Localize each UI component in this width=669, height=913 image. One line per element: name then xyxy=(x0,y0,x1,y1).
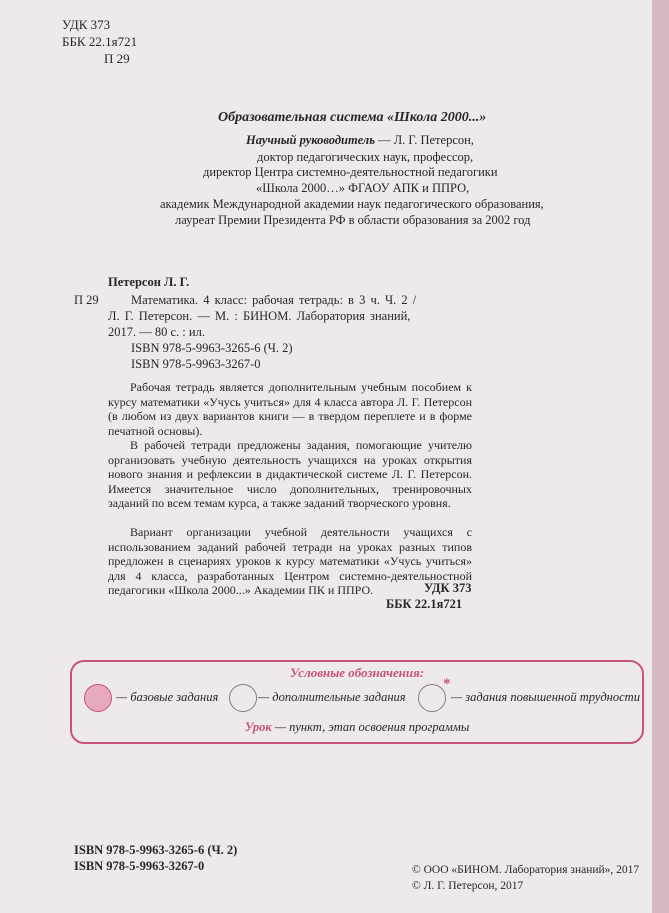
credential-line: директор Центра системно-деятельностной педагогики xyxy=(203,165,498,179)
copyright-author: © Л. Г. Петерсон, 2017 xyxy=(412,880,524,892)
credential-line: лауреат Премии Президента РФ в области образования за 2002 год xyxy=(175,213,531,227)
page-edge xyxy=(652,0,669,913)
copyright-publisher: © ООО «БИНОМ. Лаборатория знаний», 2017 xyxy=(412,864,640,876)
annotation-paragraph xyxy=(108,380,472,438)
series-title: Образовательная система «Школа 2000...» xyxy=(218,110,487,125)
lesson-text: — пункт, этап освоения программы xyxy=(274,720,470,734)
legend-box xyxy=(70,660,644,744)
annotation-paragraph xyxy=(108,525,472,598)
catalog-line: 2017. — 80 с. : ил. xyxy=(108,325,205,339)
annotation-text: В рабочей тетради предложены задания, помогающие учителю организовать учебную деятельность учащихся на уроках открытия нового знания и рефлексии в дидактической системе Л. Г. Петерсон. Имеется значительное число дополнительных, тренировочных заданий по всем темам курса, а также заданий творческого уровня. xyxy=(108,438,472,511)
credential-line: доктор педагогических наук, профессор, xyxy=(257,150,474,164)
legend-basic: — базовые задания xyxy=(116,690,219,704)
author-mark: П 29 xyxy=(104,51,130,66)
supervisor-label: Научный руководитель xyxy=(246,133,375,147)
catalog-line: Л. Г. Петерсон. — М. : БИНОМ. Лаборатория знаний, xyxy=(108,309,411,323)
catalog-isbn: ISBN 978-5-9963-3267-0 xyxy=(131,357,261,371)
annotation-paragraph xyxy=(108,438,472,511)
annotation-text: Рабочая тетрадь является дополнительным учебным пособием к курсу математики «Учусь учиться» для 4 класса автора Л. Г. Петерсон (в любом из двух вариантов книги — в твердом переплете и в форме печатной основы). xyxy=(108,380,472,438)
lesson-word: Урок xyxy=(244,720,272,734)
footer-isbn: ISBN 978-5-9963-3267-0 xyxy=(74,859,205,873)
legend-extra: — дополнительные задания xyxy=(258,690,406,704)
footer-isbn: ISBN 978-5-9963-3265-6 (Ч. 2) xyxy=(74,843,238,857)
supervisor-name: — Л. Г. Петерсон, xyxy=(378,133,474,147)
credential-line: академик Международной академии наук педагогического образования, xyxy=(160,197,544,211)
credential-line: «Школа 2000…» ФГАОУ АПК и ППРО, xyxy=(256,181,470,195)
legend-title: Условные обозначения: xyxy=(289,665,425,680)
annotation-text: Вариант организации учебной деятельности учащихся с использованием заданий рабочей тетради на уроках разных типов предложен в сценариях уроков к курсу математики «Учусь учиться» для 4 класса, разработанных Центром системно-деятельностной педагогики «Школа 2000...» Академии ПК и ППРО. xyxy=(108,525,472,598)
basic-task-circle-icon xyxy=(84,684,112,712)
catalog-isbn: ISBN 978-5-9963-3265-6 (Ч. 2) xyxy=(131,341,293,355)
legend-advanced: — задания повышенной трудности xyxy=(451,690,640,704)
annotation-bbk: ББК 22.1я721 xyxy=(386,597,463,611)
extra-task-circle-icon xyxy=(229,684,257,712)
star-icon: * xyxy=(443,676,451,692)
catalog-code: П 29 xyxy=(74,293,99,307)
bbk-code: ББК 22.1я721 xyxy=(62,34,138,49)
legend-lesson xyxy=(72,720,642,735)
catalog-author: Петерсон Л. Г. xyxy=(108,275,190,289)
supervisor-line xyxy=(246,132,474,149)
udk-code: УДК 373 xyxy=(62,17,111,32)
advanced-task-circle-icon xyxy=(418,684,446,712)
catalog-line: Математика. 4 класс: рабочая тетрадь: в 3 ч. Ч. 2 / xyxy=(131,293,417,307)
annotation-udk: УДК 373 xyxy=(424,581,472,595)
